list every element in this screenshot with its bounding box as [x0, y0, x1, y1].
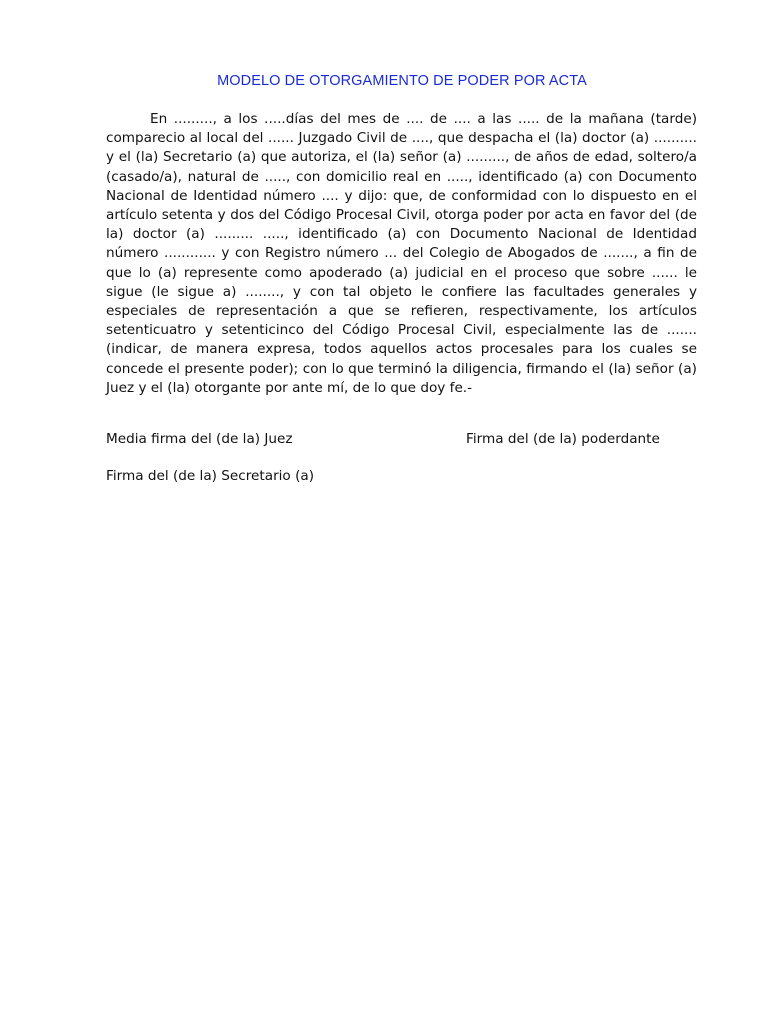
- signature-poderdante: Firma del (de la) poderdante: [466, 431, 660, 447]
- document-title: MODELO DE OTORGAMIENTO DE PODER POR ACTA: [217, 73, 587, 89]
- signature-secretario: Firma del (de la) Secretario (a): [106, 468, 315, 484]
- signature-juez: Media firma del (de la) Juez: [106, 431, 293, 447]
- document-body: En ........., a los .....días del mes de .... de .... a las ..... de la mañana (tarde) comparecio al local del ...... Juzgado Civil de ...., que despacha el (la) doctor (a) .......... y el (la) Secretario (a) que autoriza, el (la) señor (a) ........., de años de edad, soltero/a (casado/a), natural de ....., con domicilio real en ....., identificado (a) con Documento Nacional de Identidad número .... y dijo: que, de conformidad con lo dispuesto en el artículo setenta y dos del Código Procesal Civil, otorga poder por acta en favor del (de la) doctor (a) ......... ....., identificado (a) con Documento Nacional de Identidad número ............ y con Registro número ... del Colegio de Abogados de ......., a fin de que lo (a) represente como apoderado (a) judicial en el proceso que sobre ...... le sigue (le sigue a) ........, y con tal objeto le confiere las facultades generales y especiales de representación a que se refieren, respectivamente, los artículos setenticuatro y setenticinco del Código Procesal Civil, especialmente las de ....... (indicar, de manera expresa, todos aquellos actos procesales para los cuales se concede el presente poder); con lo que terminó la diligencia, firmando el (la) señor (a) Juez y el (la) otorgante por ante mí, de lo que doy fe.-: [106, 111, 697, 396]
